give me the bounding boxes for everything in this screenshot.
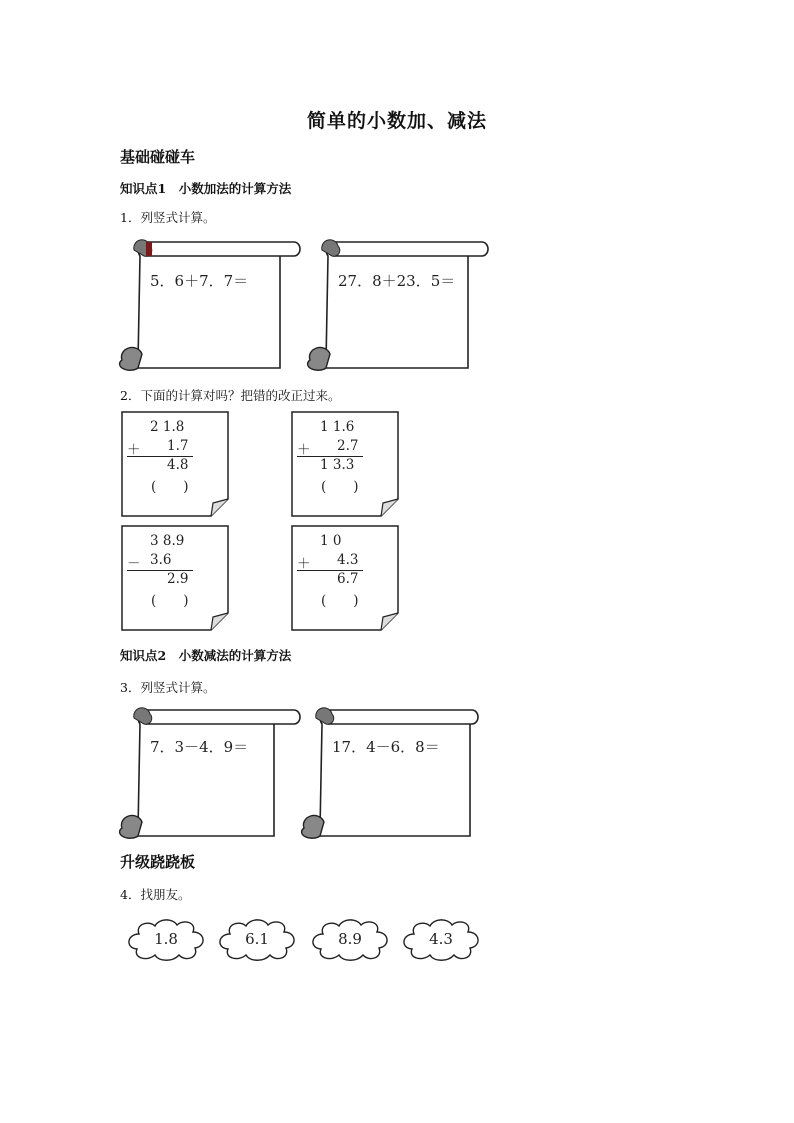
addend-top: 2 1.8 [150,419,185,435]
addend-top: 1 1.6 [320,419,355,435]
expression-1b: 27．8＋23．5＝ [338,272,456,290]
calc-card [291,411,399,517]
number-cloud [309,918,391,962]
expression-1a: 5．6＋7．7＝ [150,272,249,290]
operator: － [127,556,141,572]
operator: ＋ [297,556,311,572]
operator: ＋ [297,442,311,458]
page-title: 简单的小数加、减法 [306,110,487,132]
judge-blank: ( ) [321,479,359,495]
section-heading-advanced: 升级跷跷板 [120,853,196,871]
minuend: 3 8.9 [150,533,185,549]
section-heading-basic: 基础碰碰车 [120,148,196,166]
scroll-answer-box [118,704,304,842]
judge-blank: ( ) [321,593,359,609]
number-cloud [400,918,482,962]
expression-3a: 7．3－4．9＝ [150,738,249,756]
expression-3b: 17．4－6．8＝ [332,738,440,756]
question-1: 1．列竖式计算。 [120,210,216,225]
number-cloud [125,918,207,962]
addend-second: 1.7 [167,438,189,454]
calc-card [121,411,229,517]
addend-second: 4.3 [337,552,359,568]
knowledge-point-1: 知识点1 小数加法的计算方法 [120,181,292,196]
calc-card [291,525,399,631]
cloud-number: 4.3 [429,930,453,948]
subtrahend: 3.6 [150,552,172,568]
scroll-answer-box [118,236,304,374]
judge-blank: ( ) [151,593,189,609]
question-3: 3．列竖式计算。 [120,680,216,695]
result: 6.7 [337,571,359,587]
cloud-number: 8.9 [338,930,362,948]
result: 1 3.3 [320,457,355,473]
question-2: 2．下面的计算对吗？把错的改正过来。 [120,388,341,403]
judge-blank: ( ) [151,479,189,495]
scroll-answer-box [306,236,492,374]
scroll-answer-box [300,704,486,842]
calc-card [121,525,229,631]
number-cloud [216,918,298,962]
result: 2.9 [167,571,189,587]
knowledge-point-2: 知识点2 小数减法的计算方法 [120,648,292,663]
question-4: 4．找朋友。 [120,887,191,902]
operator: ＋ [127,442,141,458]
cloud-number: 1.8 [154,930,178,948]
addend-top: 1 0 [320,533,342,549]
cloud-number: 6.1 [245,930,269,948]
addend-second: 2.7 [337,438,359,454]
result: 4.8 [167,457,189,473]
